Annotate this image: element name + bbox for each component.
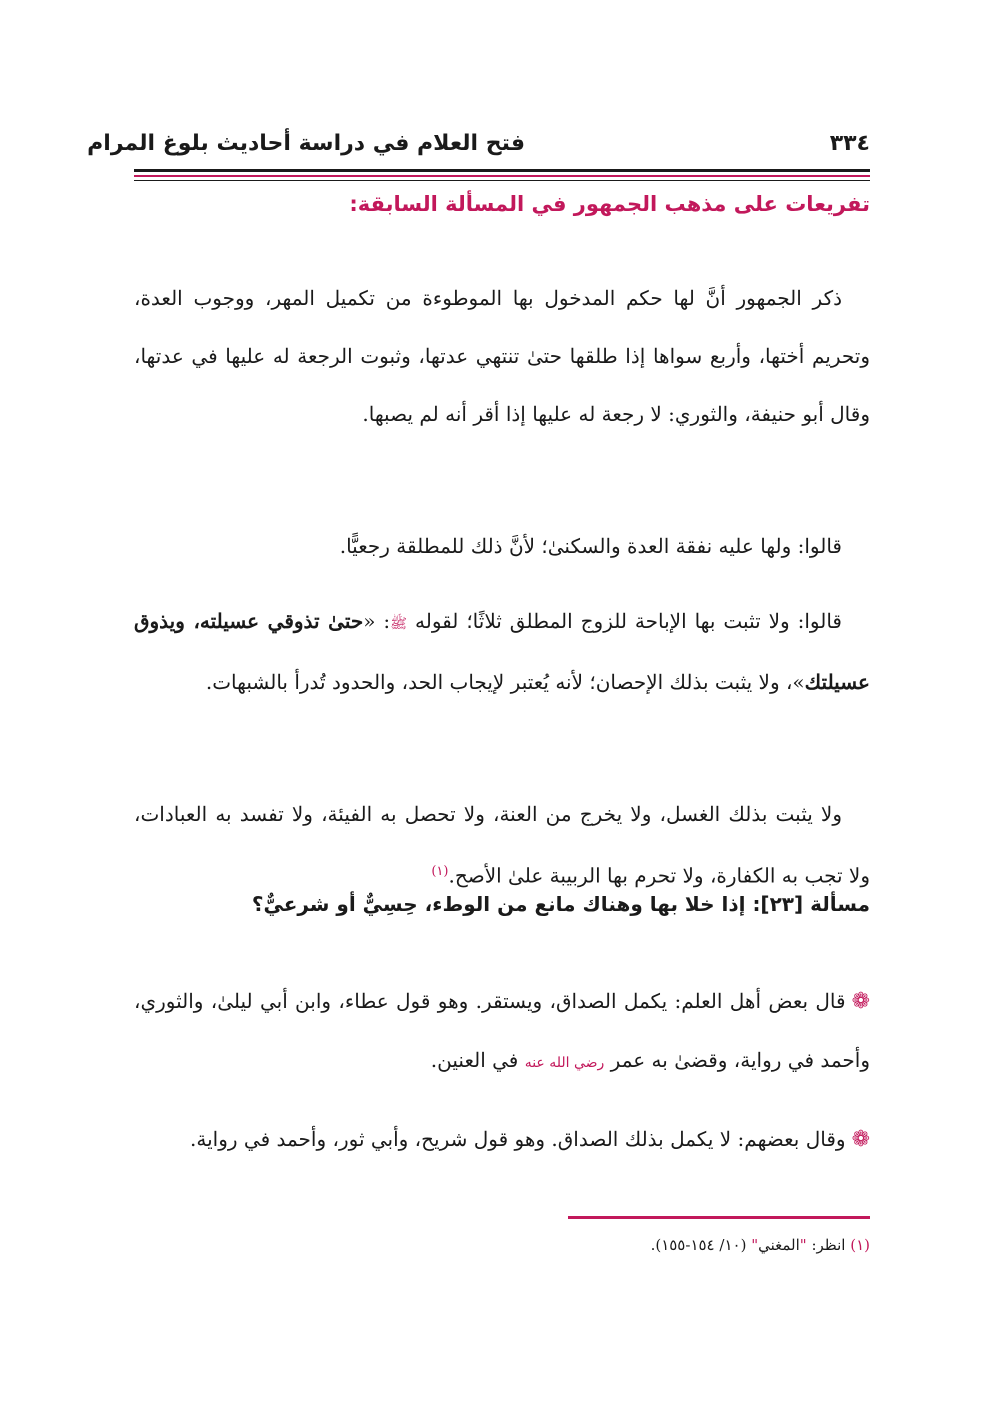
footnote-number: (١) bbox=[850, 1236, 870, 1254]
footnote-prefix: انظر: bbox=[806, 1236, 846, 1254]
running-header bbox=[87, 127, 870, 167]
masala-question: إذا خلا بها وهناك مانع من الوطء، حِسِيٌّ أو شرعيٌّ؟ bbox=[251, 892, 746, 916]
salawat-honorific: ﷺ bbox=[390, 616, 408, 632]
footnote-marker: (١) bbox=[431, 864, 449, 879]
header-rule-accent bbox=[134, 175, 870, 177]
flower-icon: ❁ bbox=[851, 989, 870, 1014]
paragraph-3 bbox=[134, 592, 870, 711]
flower-icon: ❁ bbox=[851, 1127, 870, 1152]
paragraph-4 bbox=[134, 785, 870, 905]
bullet-1-text: قال بعض أهل العلم: يكمل الصداق، ويستقر. وهو قول عطاء، وابن أبي ليلىٰ، والثوري، وأحمد في رواية، وقضىٰ به عمر bbox=[134, 989, 870, 1072]
footnote-citation: (١٠/ ١٥٤-١٥٥). bbox=[650, 1236, 752, 1254]
masala-heading bbox=[134, 892, 870, 916]
header-rule-thick bbox=[134, 169, 870, 172]
bullet-paragraph-2 bbox=[134, 1110, 870, 1169]
bullet-1-end: في العنين. bbox=[430, 1048, 519, 1072]
quote-open: : « bbox=[363, 609, 391, 633]
bullet-2-text: وقال بعضهم: لا يكمل بذلك الصداق. وهو قول شريح، وأبي ثور، وأحمد في رواية. bbox=[190, 1127, 846, 1151]
header-rule-thin bbox=[134, 180, 870, 181]
radiallahu-honorific: رضي الله عنه bbox=[524, 1055, 605, 1071]
book-title: فتح العلام في دراسة أحاديث بلوغ المرام bbox=[87, 131, 525, 156]
masala-label: مسألة [٢٣]: bbox=[752, 892, 870, 916]
section-heading: تفريعات على مذهب الجمهور في المسألة السابقة: bbox=[349, 192, 870, 216]
footnote-source: المغني bbox=[758, 1236, 800, 1254]
bullet-paragraph-1 bbox=[134, 972, 870, 1092]
hadith-quote: حتىٰ تذوقي عسيلته، ويذوق عسيلتك bbox=[134, 609, 870, 694]
paragraph-4-text: ولا يثبت بذلك الغسل، ولا يخرج من العنة، ولا تحصل به الفيئة، ولا تفسد به العبادات، ولا تجب به الكفارة، ولا تحرم بها الربيبة علىٰ الأصح. bbox=[134, 802, 870, 888]
footnote-separator bbox=[568, 1216, 870, 1219]
paragraph-1: ذكر الجمهور أنَّ لها حكم المدخول بها الموطوءة من تكميل المهر، ووجوب العدة، وتحريم أختها، وأربع سواها إذا طلقها حتىٰ تنتهي عدتها، وثبوت الرجعة له عليها في عدتها، وقال أبو حنيفة، والثوري: لا رجعة له عليها إذا أقر أنه لم يصبها. bbox=[134, 286, 870, 426]
quote-open-mark: " bbox=[799, 1236, 807, 1254]
footnote bbox=[134, 1236, 870, 1254]
page-number: ٣٣٤ bbox=[829, 131, 870, 156]
quote-close-mark: " bbox=[751, 1236, 759, 1254]
paragraph-3-lead: قالوا: ولا تثبت بها الإباحة للزوج المطلق ثلاثًا؛ لقوله bbox=[415, 609, 842, 633]
paragraph-3-rest: »، ولا يثبت بذلك الإحصان؛ لأنه يُعتبر لإيجاب الحد، والحدود تُدرأ بالشبهات. bbox=[205, 670, 805, 694]
paragraph-2: قالوا: ولها عليه نفقة العدة والسكنىٰ؛ لأنَّ ذلك للمطلقة رجعيًّا. bbox=[339, 534, 842, 558]
